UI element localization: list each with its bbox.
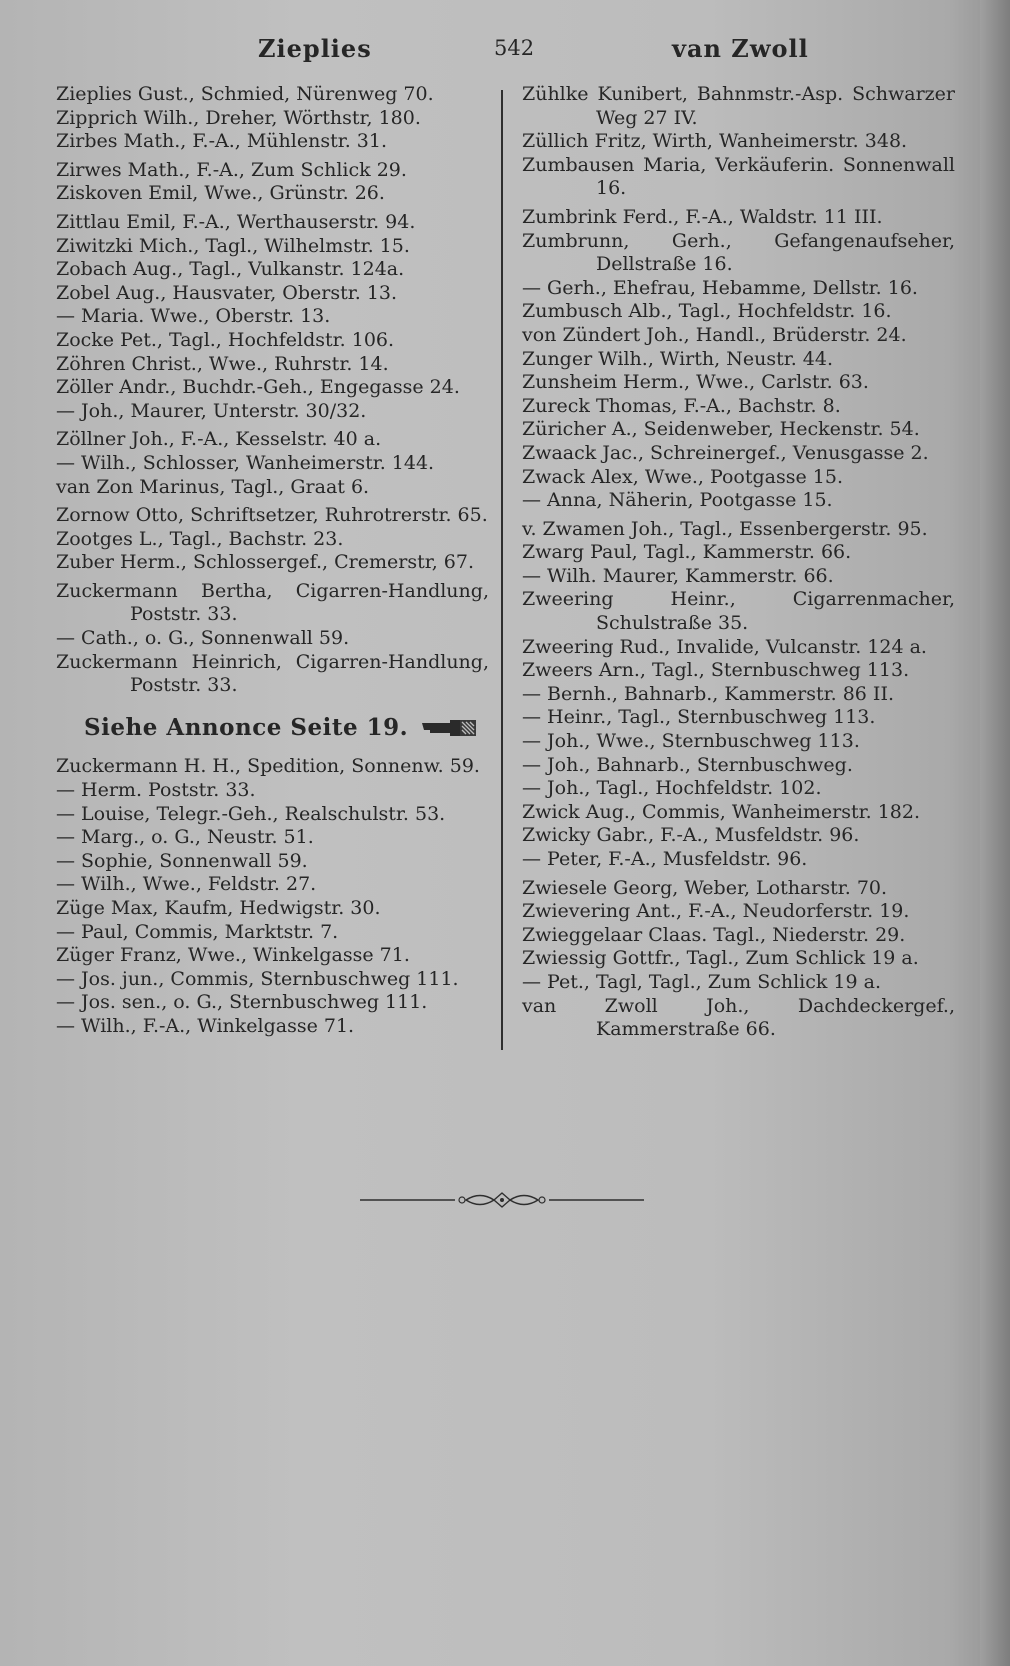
ornament-divider-icon xyxy=(360,1188,644,1212)
list-item: Zirwes Math., F.-A., Zum Schlick 29. xyxy=(56,158,407,181)
list-item: — Maria. Wwe., Oberstr. 13. xyxy=(56,305,331,328)
list-item: Zwiesele Georg, Weber, Lotharstr. 70. xyxy=(522,876,888,899)
list-item: Zunger Wilh., Wirth, Neustr. 44. xyxy=(522,347,833,370)
list-item: Zirbes Math., F.-A., Mühlenstr. 31. xyxy=(56,130,388,153)
list-item: — Peter, F.-A., Musfeldstr. 96. xyxy=(522,848,808,870)
list-item: Züge Max, Kaufm, Hedwigstr. 30. xyxy=(56,897,381,919)
list-item: Züricher A., Seidenweber, Heckenstr. 54. xyxy=(522,418,920,441)
list-item: — Pet., Tagl, Tagl., Zum Schlick 19 a. xyxy=(522,970,882,993)
list-item: — Wilh., Schlosser, Wanheimerstr. 144. xyxy=(56,451,435,474)
right-column xyxy=(522,83,955,1042)
annonce-notice xyxy=(84,713,489,741)
list-item: Zweering Heinr., Cigarrenmacher, Schulstraße 35. xyxy=(522,588,955,635)
list-item: Zumbausen Maria, Verkäuferin. Sonnenwall 16. xyxy=(522,153,955,200)
list-item: — Sophie, Sonnenwall 59. xyxy=(56,849,308,872)
pointing-hand-icon xyxy=(420,717,478,739)
list-item: — Heinr., Tagl., Sternbuschweg 113. xyxy=(522,706,876,729)
list-item: Zumbrink Ferd., F.-A., Waldstr. 11 III. xyxy=(522,205,883,228)
list-item: Zwiessig Gottfr., Tagl., Zum Schlick 19 a. xyxy=(522,947,919,970)
list-item: — Bernh., Bahnarb., Kammerstr. 86 II. xyxy=(522,682,894,705)
list-item: Zwievering Ant., F.-A., Neudorferstr. 19. xyxy=(522,900,910,923)
annonce-text: Siehe Annonce Seite 19. xyxy=(84,713,409,741)
list-item: — Marg., o. G., Neustr. 51. xyxy=(56,826,314,849)
left-column xyxy=(56,83,489,1039)
list-item: Zumbusch Alb., Tagl., Hochfeldstr. 16. xyxy=(522,300,892,323)
page-edge-shadow xyxy=(980,0,1010,1666)
column-divider xyxy=(501,90,503,1050)
list-item: Züllich Fritz, Wirth, Wanheimerstr. 348. xyxy=(522,130,908,153)
list-item: van Zon Marinus, Tagl., Graat 6. xyxy=(56,475,370,498)
list-item: Zureck Thomas, F.-A., Bachstr. 8. xyxy=(522,394,841,417)
list-item: Zwieggelaar Claas. Tagl., Niederstr. 29. xyxy=(522,923,906,946)
list-item: Zöhren Christ., Wwe., Ruhrstr. 14. xyxy=(56,352,389,375)
list-item: — Jos. sen., o. G., Sternbuschweg 111. xyxy=(56,991,428,1014)
list-item: — Gerh., Ehefrau, Hebamme, Dellstr. 16. xyxy=(522,276,918,299)
list-item: — Joh., Bahnarb., Sternbuschweg. xyxy=(522,753,853,776)
list-item: Zweering Rud., Invalide, Vulcanstr. 124 a. xyxy=(522,635,927,658)
list-item: v. Zwamen Joh., Tagl., Essenbergerstr. 95. xyxy=(522,517,928,540)
running-head xyxy=(0,34,1010,74)
list-item: Zunsheim Herm., Wwe., Carlstr. 63. xyxy=(522,371,869,394)
list-item: Zootges L., Tagl., Bachstr. 23. xyxy=(56,527,344,550)
list-item: — Paul, Commis, Marktstr. 7. xyxy=(56,920,339,943)
list-item: Zweers Arn., Tagl., Sternbuschweg 113. xyxy=(522,659,910,682)
page-number: 542 xyxy=(494,36,535,60)
list-item: Zuber Herm., Schlossergef., Cremerstr, 67. xyxy=(56,551,474,574)
list-item: — Anna, Näherin, Pootgasse 15. xyxy=(522,489,833,512)
list-item: Zwaack Jac., Schreinergef., Venusgasse 2. xyxy=(522,441,929,464)
list-item: — Joh., Maurer, Unterstr. 30/32. xyxy=(56,399,367,422)
list-item: Zieplies Gust., Schmied, Nürenweg 70. xyxy=(56,83,434,105)
header-first-name: Zieplies xyxy=(258,34,372,63)
list-item: Zwarg Paul, Tagl., Kammerstr. 66. xyxy=(522,541,852,564)
list-item: Zwicky Gabr., F.-A., Musfeldstr. 96. xyxy=(522,824,860,847)
list-item: Zühlke Kunibert, Bahnmstr.-Asp. Schwarzer Weg 27 IV. xyxy=(522,83,955,129)
list-item: — Louise, Telegr.-Geh., Realschulstr. 53. xyxy=(56,802,446,825)
list-item: Ziwitzki Mich., Tagl., Wilhelmstr. 15. xyxy=(56,234,410,257)
list-item: — Wilh. Maurer, Kammerstr. 66. xyxy=(522,564,834,587)
header-last-name: van Zwoll xyxy=(672,34,809,63)
list-item: Zuckermann Bertha, Cigarren-Handlung, Poststr. 33. xyxy=(56,579,489,626)
list-item: — Wilh., F.-A., Winkelgasse 71. xyxy=(56,1014,355,1037)
list-item: — Jos. jun., Commis, Sternbuschweg 111. xyxy=(56,967,459,990)
list-item: Zobel Aug., Hausvater, Oberstr. 13. xyxy=(56,281,398,304)
list-item: Zwick Aug., Commis, Wanheimerstr. 182. xyxy=(522,800,920,823)
list-item: Zipprich Wilh., Dreher, Wörthstr, 180. xyxy=(56,106,421,129)
list-item: Zöllner Joh., F.-A., Kesselstr. 40 a. xyxy=(56,428,382,451)
list-item: — Herm. Poststr. 33. xyxy=(56,779,256,802)
list-item: Zuckermann H. H., Spedition, Sonnenw. 59. xyxy=(56,755,480,778)
list-item: — Joh., Tagl., Hochfeldstr. 102. xyxy=(522,777,822,800)
list-item: Züger Franz, Wwe., Winkelgasse 71. xyxy=(56,944,410,967)
list-item: — Wilh., Wwe., Feldstr. 27. xyxy=(56,873,317,896)
list-item: Zornow Otto, Schriftsetzer, Ruhrotrerstr. 65. xyxy=(56,504,488,527)
list-item: — Cath., o. G., Sonnenwall 59. xyxy=(56,627,350,650)
list-item: Zumbrunn, Gerh., Gefangenaufseher, Dellstraße 16. xyxy=(522,229,955,276)
list-item: Zuckermann Heinrich, Cigarren-Handlung, Poststr. 33. xyxy=(56,650,489,697)
list-item: Zwack Alex, Wwe., Pootgasse 15. xyxy=(522,465,843,488)
list-item: Zittlau Emil, F.-A., Werthauserstr. 94. xyxy=(56,210,416,233)
list-item: Ziskoven Emil, Wwe., Grünstr. 26. xyxy=(56,182,385,205)
list-item: Zöller Andr., Buchdr.-Geh., Engegasse 24. xyxy=(56,376,460,399)
list-item: — Joh., Wwe., Sternbuschweg 113. xyxy=(522,730,860,753)
list-item: van Zwoll Joh., Dachdeckergef., Kammerstraße 66. xyxy=(522,994,955,1041)
list-item: Zocke Pet., Tagl., Hochfeldstr. 106. xyxy=(56,328,395,351)
list-item: von Zündert Joh., Handl., Brüderstr. 24. xyxy=(522,323,907,346)
list-item: Zobach Aug., Tagl., Vulkanstr. 124a. xyxy=(56,258,405,281)
